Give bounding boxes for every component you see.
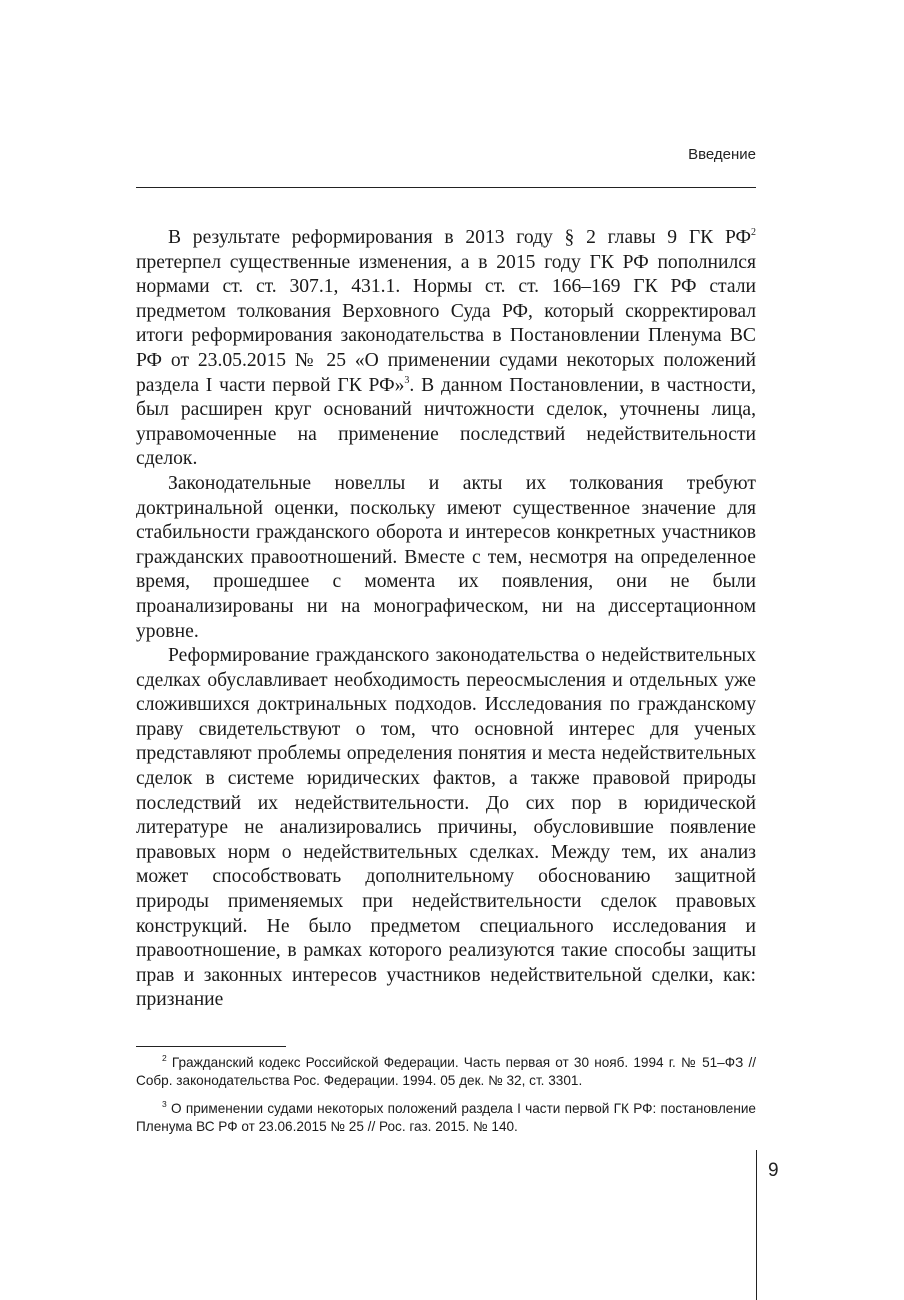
paragraph-3: Реформирование гражданского законодательства о недействительных сделках обуславливает необходимость переосмысления и отдельных уже сложившихся доктринальных подходов. Исследования по гражданскому праву свидетельствуют о том, что основной интерес для ученых представляют проблемы определения понятия и места недействительных сделок в системе юридических фактов, а также правовой природы последствий их недействительности. До сих пор в юридической литературе не анализировались причины, обусловившие появление правовых норм о недействительных сделках. Между тем, их анализ может способствовать дополнительному обоснованию защитной природы применяемых при недействительности сделок правовых конструкций. Не было предметом специального исследования и правоотношение, в рамках которого реализуются такие способы защиты прав и законных интересов участников недействительной сделки, как: признание <box>136 645 756 1011</box>
footnote-3 <box>136 1100 756 1137</box>
paragraph-1-text-b: претерпел существенные изменения, а в 2015 году ГК РФ пополнился нормами ст. ст. 307.1, 431.1. Нормы ст. ст. 166–169 ГК РФ стали предметом толкования Верховного Суда РФ, который скорректировал итоги реформирования законодательства в Постановлении Пленума ВС РФ от 23.05.2015 № 25 «О применении судами некоторых положений раздела I части первой ГК РФ» <box>136 251 756 396</box>
paragraph-1 <box>136 226 756 472</box>
footnote-2-mark: 2 <box>162 1053 167 1063</box>
footnote-3-mark: 3 <box>162 1098 167 1109</box>
footnote-rule <box>136 1046 286 1047</box>
paragraph-2: Законодательные новеллы и акты их толкования требуют доктринальной оценки, поскольку имеют существенное значение для стабильности гражданского оборота и интересов конкретных участников гражданских правоотношений. Вместе с тем, несмотря на определенное время, прошедшее с момента их появления, они не были проанализированы ни на монографическом, ни на диссертационном уровне. <box>136 472 756 642</box>
footnote-ref-3[interactable]: 3 <box>404 374 410 386</box>
paragraph-1-text-c: . В данном Постановлении, в частности, был расширен круг оснований ничтожности сделок, уточнены лица, управомоченные на применение последствий недействительности сделок. <box>136 374 756 470</box>
header-rule <box>136 187 756 188</box>
page-number: 9 <box>768 1160 779 1181</box>
footnote-3-text: О применении судами некоторых положений раздела I части первой ГК РФ: постановление Пленума ВС РФ от 23.06.2015 № 25 // Рос. газ. 2015. № 140. <box>136 1100 756 1135</box>
page-number-rule <box>756 1150 757 1300</box>
paragraph-1-text-a: В результате реформирования в 2013 году § 2 главы 9 ГК РФ <box>168 227 751 248</box>
footnotes <box>136 1054 756 1146</box>
running-head-title: Введение <box>688 146 756 163</box>
footnote-2-text: Гражданский кодекс Российской Федерации. Часть первая от 30 нояб. 1994 г. № 51–ФЗ // Собр. законодательства Рос. Федерации. 1994. 05 дек. № 32, ст. 3301. <box>136 1055 756 1089</box>
footnote-2 <box>136 1054 756 1091</box>
footnote-ref-2[interactable]: 2 <box>751 227 756 238</box>
body-text <box>136 226 756 1013</box>
